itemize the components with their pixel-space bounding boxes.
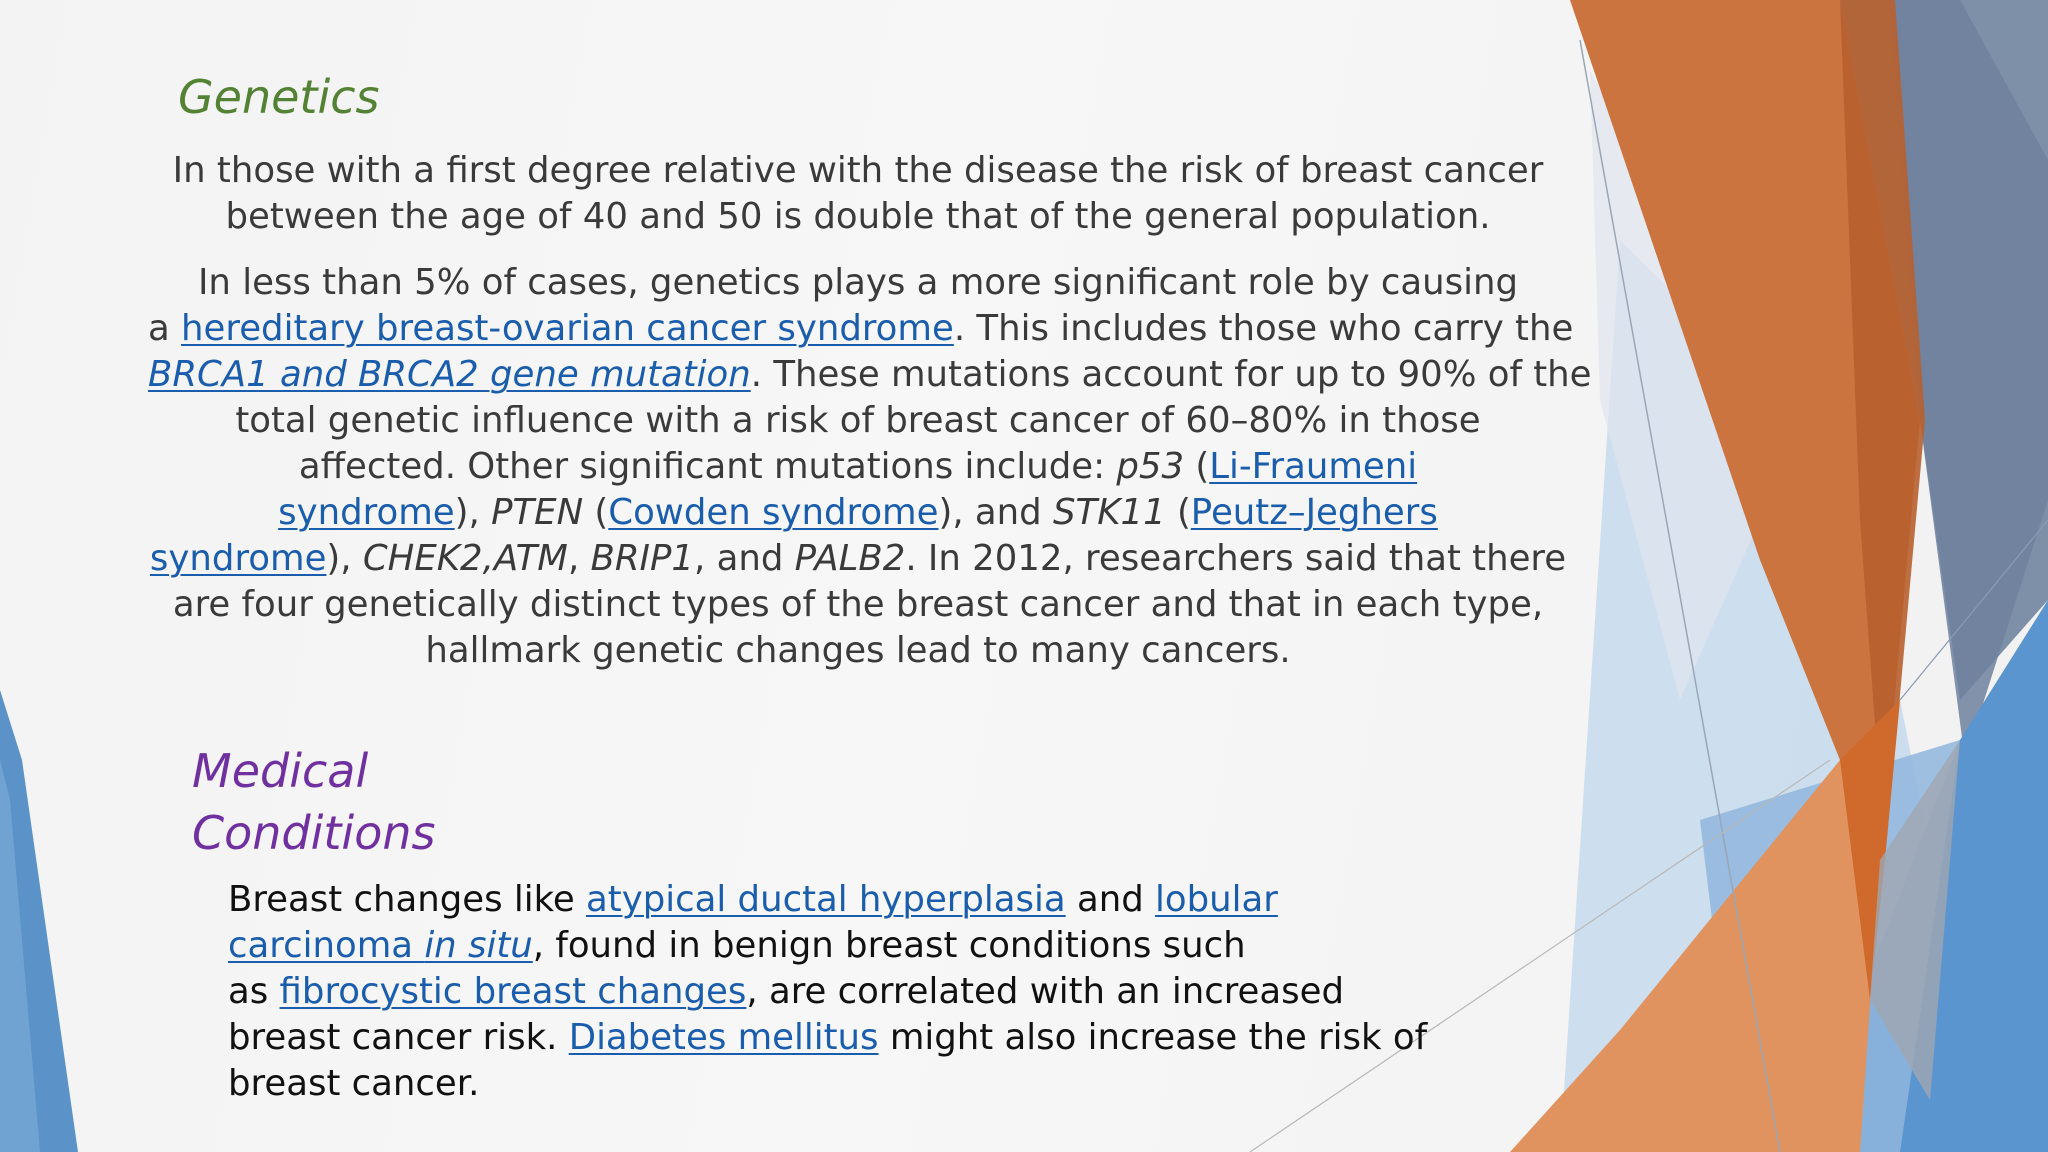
- text-line: between the age of 40 and 50 is double that of the general population.: [225, 196, 1491, 237]
- gene-name-pten: PTEN: [491, 492, 584, 533]
- text-run: breast cancer.: [228, 1063, 480, 1104]
- link-text: BRCA1 and BRCA2 gene mutation: [148, 354, 751, 395]
- gene-name-palb2: PALB2: [794, 538, 906, 579]
- text-run: , found in benign breast conditions such: [532, 925, 1246, 966]
- text-run: breast cancer risk.: [228, 1017, 569, 1058]
- link-brca-gene-mutation[interactable]: [148, 354, 751, 395]
- text-line: [228, 877, 1408, 923]
- text-run: a: [148, 308, 182, 349]
- text-run: ), and: [938, 492, 1053, 533]
- text-run: , are correlated with an increased: [746, 971, 1344, 1012]
- text-line: [148, 306, 1574, 352]
- text-line: [148, 536, 1568, 582]
- link-peutz-jeghers-syndrome-part2[interactable]: syndrome: [149, 538, 327, 579]
- text-line: [148, 260, 1568, 306]
- link-li-fraumeni-syndrome-part1[interactable]: Li-Fraumeni: [1209, 446, 1418, 487]
- text-line: [148, 490, 1568, 536]
- link-cowden-syndrome[interactable]: Cowden syndrome: [608, 492, 939, 533]
- text-line: In those with a first degree relative with the disease the risk of breast cancer: [172, 150, 1544, 191]
- text-run: . This includes those who carry the: [953, 308, 1574, 349]
- link-atypical-ductal-hyperplasia[interactable]: atypical ductal hyperplasia: [586, 879, 1066, 920]
- text-line: [228, 1061, 1408, 1107]
- text-run: ,: [567, 538, 591, 579]
- text-run: ),: [326, 538, 363, 579]
- genetics-paragraph-first-degree: [148, 148, 1568, 240]
- link-text-italic: in situ: [424, 925, 533, 966]
- text-run: , and: [694, 538, 795, 579]
- text-line: [228, 969, 1408, 1015]
- link-fibrocystic-breast-changes[interactable]: fibrocystic breast changes: [279, 971, 747, 1012]
- text-line: [148, 582, 1568, 628]
- medical-conditions-heading: [192, 740, 435, 864]
- text-run: (: [1184, 446, 1210, 487]
- heading-line: Conditions: [192, 806, 436, 860]
- gene-name-stk11: STK11: [1052, 492, 1166, 533]
- text-run: are four genetically distinct types of the breast cancer and that in each type,: [172, 584, 1544, 625]
- text-line: [148, 444, 1568, 490]
- text-line: [148, 352, 1592, 398]
- genetics-paragraph-mutations: [148, 260, 1592, 674]
- heading-line: Medical: [192, 744, 369, 798]
- text-run: Breast changes like: [228, 879, 587, 920]
- genetics-heading: Genetics: [178, 70, 380, 124]
- link-text: carcinoma: [228, 925, 425, 966]
- text-run: might also increase the risk of: [878, 1017, 1428, 1058]
- link-diabetes-mellitus[interactable]: Diabetes mellitus: [568, 1017, 879, 1058]
- text-line: [228, 1015, 1428, 1061]
- text-line: [148, 628, 1568, 674]
- medical-conditions-paragraph: [228, 877, 1428, 1107]
- link-peutz-jeghers-syndrome-part1[interactable]: Peutz–Jeghers: [1190, 492, 1438, 533]
- link-lobular-carcinoma-in-situ-part1[interactable]: lobular: [1155, 879, 1278, 920]
- text-run: and: [1065, 879, 1156, 920]
- text-run: (: [583, 492, 609, 533]
- gene-name-p53: p53: [1116, 446, 1185, 487]
- text-line: [148, 398, 1568, 444]
- text-run: . These mutations account for up to 90% of the: [750, 354, 1592, 395]
- text-run: total genetic influence with a risk of breast cancer of 60–80% in those: [235, 400, 1481, 441]
- text-run: In less than 5% of cases, genetics plays a more significant role by causing: [197, 262, 1519, 303]
- link-hereditary-breast-ovarian-cancer-syndrome[interactable]: hereditary breast-ovarian cancer syndrome: [181, 308, 954, 349]
- text-run: ),: [454, 492, 492, 533]
- gene-name-brip1: BRIP1: [590, 538, 694, 579]
- text-run: as: [228, 971, 280, 1012]
- text-run: hallmark genetic changes lead to many cancers.: [425, 630, 1291, 671]
- link-lobular-carcinoma-in-situ-part2[interactable]: [228, 925, 533, 966]
- link-li-fraumeni-syndrome-part2[interactable]: syndrome: [278, 492, 455, 533]
- text-line: [228, 923, 1408, 969]
- text-run: affected. Other significant mutations include:: [298, 446, 1117, 487]
- text-run: . In 2012, researchers said that there: [905, 538, 1567, 579]
- gene-name-chek2-atm: CHEK2,ATM: [362, 538, 568, 579]
- text-run: (: [1165, 492, 1191, 533]
